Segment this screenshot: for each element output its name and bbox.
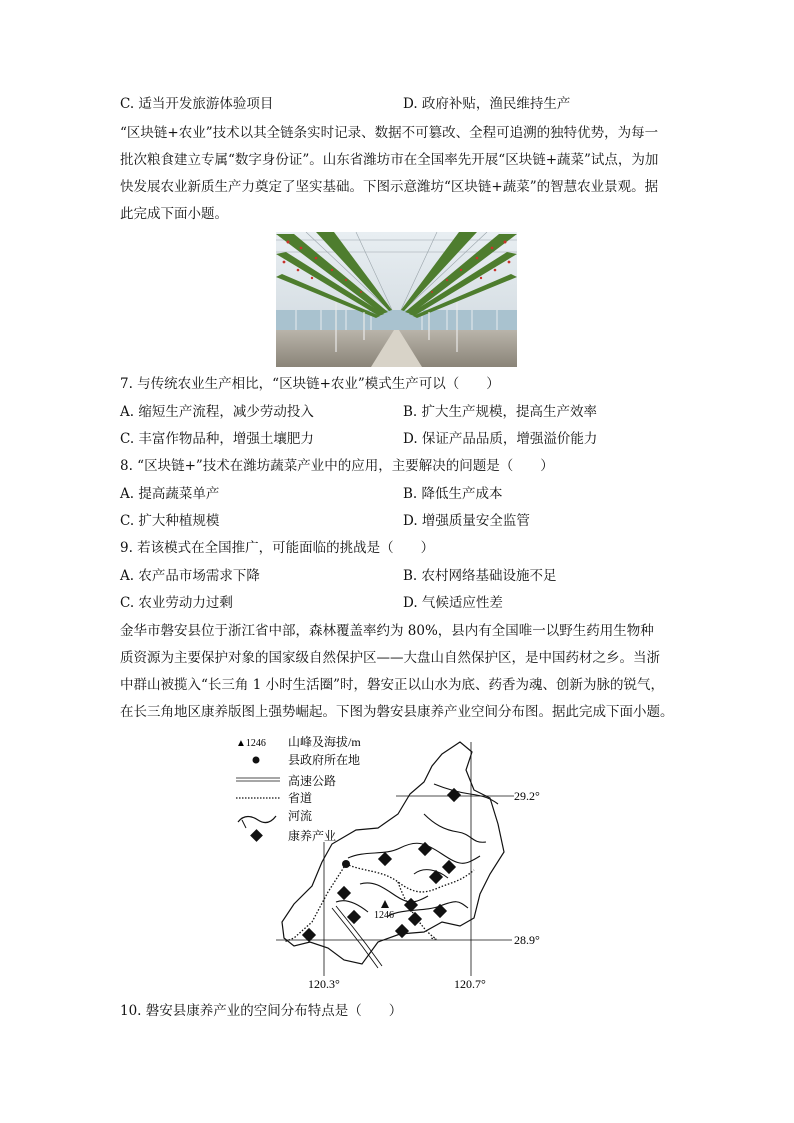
peak-icon [381,900,389,908]
legend-health-icon [250,829,263,842]
legend-river-label: 河流 [288,809,313,823]
q7-stem: 7. 与传统农业生产相比，“区块链+农业”模式生产可以（ ） [120,376,500,392]
legend-river-icon [238,816,276,823]
q7-option-d: D. 保证产品品质，增强溢价能力 [403,431,598,447]
q10-stem: 10. 磐安县康养产业的空间分布特点是（ ） [120,1003,403,1019]
q7-option-c: C. 丰富作物品种，增强土壤肥力 [120,431,314,447]
q8-stem: 8. “区块链+”技术在潍坊蔬菜产业中的应用，主要解决的问题是（ ） [120,458,554,474]
q9-option-d: D. 气候适应性差 [403,595,503,611]
legend-county-icon [253,757,260,764]
passage1-line-4: 此完成下面小题。 [120,206,228,222]
peak-elevation-label: 1246 [374,910,394,921]
legend-highway-label: 高速公路 [288,774,337,788]
q9-stem: 9. 若该模式在全国推广，可能面临的挑战是（ ） [120,540,435,556]
rivers [336,784,498,916]
q6-option-c: C. 适当开发旅游体验项目 [120,96,274,112]
passage2-line-2: 质资源为主要保护对象的国家级自然保护区——大盘山自然保护区，是中国药材之乡。当浙 [120,650,660,666]
q8-option-a: A. 提高蔬菜单产 [120,486,220,502]
q6-option-d: D. 政府补贴，渔民维持生产 [403,96,571,112]
map-legend [236,734,361,843]
lon-label-left: 120.3° [308,977,340,991]
county-seat-dot [342,860,350,868]
q9-option-b: B. 农村网络基础设施不足 [403,568,557,584]
legend-peak-label: 山峰及海拔/m [288,735,361,749]
passage1-line-1: “区块链+农业”技术以其全链条实时记录、数据不可篡改、全程可追溯的独特优势，为每一 [120,125,659,141]
lat-label-bottom: 28.9° [514,933,540,947]
q8-option-b: B. 降低生产成本 [403,486,503,502]
panan-map [228,732,568,994]
q9-option-a: A. 农产品市场需求下降 [120,568,260,584]
q8-option-c: C. 扩大种植规模 [120,513,220,529]
passage2-line-3: 中群山被揽入“长三角 1 小时生活圈”时，磐安正以山水为底、药香为魂、创新为脉的锐气， [120,677,664,693]
q7-option-b: B. 扩大生产规模，提高生产效率 [403,404,598,420]
lon-label-right: 120.7° [454,977,486,991]
passage2-line-1: 金华市磐安县位于浙江省中部，森林覆盖率约为 80%，县内有全国唯一以野生药用生物种 [120,623,654,639]
passage1-line-2: 批次粮食建立专属“数字身份证”。山东省潍坊市在全国率先开展“区块链+蔬菜”试点，为加 [120,152,659,168]
greenhouse-photo [276,232,517,367]
legend-county-label: 县政府所在地 [288,753,361,767]
q9-option-c: C. 农业劳动力过剩 [120,595,233,611]
passage1-line-3: 快发展农业新质生产力奠定了坚实基础。下图示意潍坊“区块链+蔬菜”的智慧农业景观。据 [120,179,659,195]
legend-provincial-label: 省道 [288,791,313,805]
passage2-line-4: 在长三角地区康养版图上强势崛起。下图为磐安县康养产业空间分布图。据此完成下面小题。 [120,704,674,720]
lat-label-top: 29.2° [514,789,540,803]
legend-peak-symbol: ▲1246 [236,738,266,749]
legend-health-label: 康养产业 [288,829,337,843]
q7-option-a: A. 缩短生产流程，减少劳动投入 [120,404,314,420]
q8-option-d: D. 增强质量安全监管 [403,513,530,529]
